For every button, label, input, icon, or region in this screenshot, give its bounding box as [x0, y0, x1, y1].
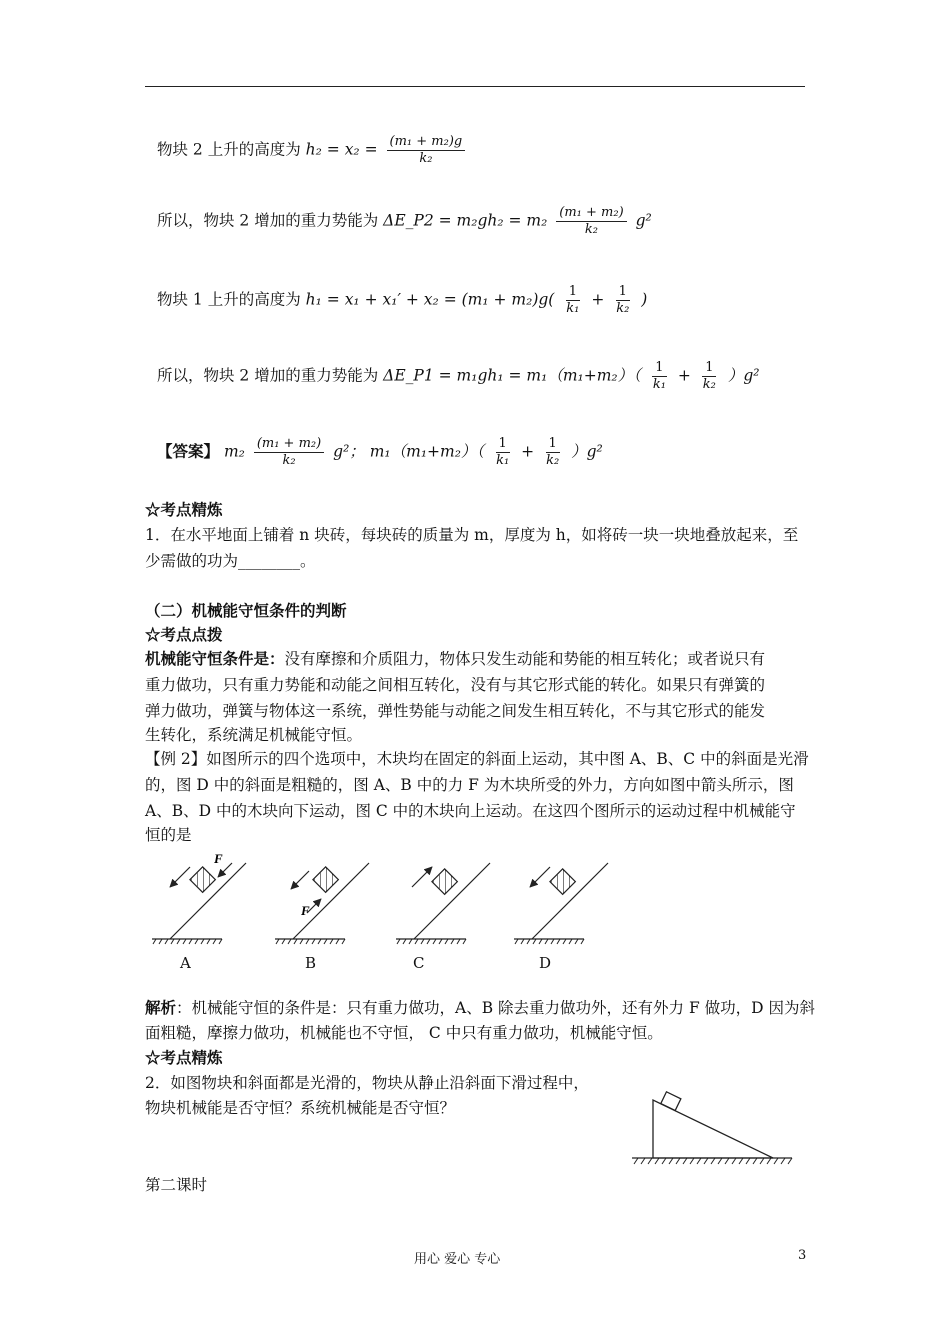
fraction — [650, 360, 669, 393]
force-label: F — [214, 851, 223, 866]
frac-num: (m₁ + m₂)g — [387, 134, 466, 151]
frac-num: (m₁ + m₂) — [254, 436, 324, 453]
section-title: （二）机械能守恒条件的判断 — [145, 601, 347, 620]
condition-line-4: 生转化，系统满足机械能守恒。 — [145, 726, 363, 744]
fraction — [613, 284, 632, 317]
eq-tail: ) — [641, 290, 648, 309]
frac-num: 1 — [566, 284, 580, 301]
analysis-label: 解析 — [145, 998, 177, 1017]
block — [313, 867, 338, 892]
condition-text: 没有摩擦和介质阻力，物体只发生动能和势能的相互转化；或者说只有 — [284, 650, 766, 668]
frac-den: k₂ — [546, 453, 560, 468]
eq-text: 物块 1 上升的高度为 — [157, 290, 301, 309]
frac-den: k₂ — [702, 377, 716, 392]
frac-den: k₂ — [584, 222, 599, 237]
eq-math: h₁ = x₁ + x₁′ + x₂ = (m₁ + m₂)g( — [305, 290, 555, 309]
eq-math: ΔE_P2 = m₂gh₂ = m₂ — [383, 211, 548, 230]
velocity-arrow — [170, 867, 190, 887]
frac-num: 1 — [616, 284, 630, 301]
condition-line-1 — [145, 646, 765, 672]
frac-den: k₂ — [419, 151, 433, 166]
figure-label-d: D — [539, 954, 552, 972]
condition-line-3: 弹力做功，弹簧与物体这一系统，弹性势能与动能之间发生相互转化，不与其它形式的能发 — [145, 702, 766, 720]
section-heading: ☆考点精炼 — [145, 1048, 223, 1067]
frac-den: k₂ — [282, 453, 296, 468]
wedge-figure — [628, 1080, 798, 1170]
eq-tail: ）g² — [727, 366, 760, 385]
velocity-arrow — [291, 871, 309, 889]
example-line-2: 的，图 D 中的斜面是粗糙的，图 A、B 中的力 F 为木块所受的外力，方向如图中箭头所示，图 — [145, 776, 794, 794]
eq-text: 物块 2 上升的高度为 — [157, 140, 301, 159]
figure-label-c: C — [413, 954, 425, 972]
figure-d — [514, 863, 608, 944]
fraction — [543, 436, 562, 469]
lesson-title: 第二课时 — [145, 1176, 208, 1194]
plus-sign: + — [521, 442, 535, 461]
fraction — [556, 205, 626, 238]
header-rule — [145, 86, 805, 87]
eq-text: 所以，物块 2 增加的重力势能为 — [157, 366, 379, 385]
question-1-line-1: 1．在水平地面上铺着 n 块砖，每块砖的质量为 m，厚度为 h，如将砖一块一块地叠放起来，至 — [145, 526, 799, 544]
velocity-arrow — [530, 867, 550, 887]
eq-math: h₂ = x₂ = — [305, 140, 378, 159]
plus-sign: + — [677, 366, 691, 385]
figure-c — [396, 863, 490, 944]
example-line-1: 【例 2】如图所示的四个选项中，木块均在固定的斜面上运动，其中图 A、B、C 中的斜面是光滑 — [145, 750, 809, 768]
small-block — [661, 1092, 681, 1111]
question-2-line-2: 物块机械能是否守恒？系统机械能是否守恒？ — [145, 1099, 456, 1117]
frac-den: k₁ — [566, 301, 580, 316]
page-number: 3 — [798, 1248, 807, 1263]
equation-ep1 — [157, 360, 759, 393]
fraction — [493, 436, 512, 469]
force-label: F — [301, 903, 310, 918]
section-heading: ☆考点精炼 — [145, 500, 223, 519]
frac-num: 1 — [702, 360, 716, 377]
answer-line — [157, 436, 603, 469]
figure-label-b: B — [305, 954, 317, 972]
example-line-3: A、B、D 中的木块向下运动，图 C 中的木块向上运动。在这四个图所示的运动过程中机械能守 — [145, 802, 796, 820]
section-subheading: ☆考点点拨 — [145, 625, 223, 644]
frac-num: (m₁ + m₂) — [556, 205, 626, 222]
eq-math: g²； m₁（m₁+m₂）（ — [333, 442, 485, 461]
velocity-arrow — [412, 867, 432, 887]
figure-b — [275, 863, 369, 944]
figure-label-a: A — [180, 954, 191, 972]
equation-h1 — [157, 284, 647, 317]
frac-den: k₂ — [616, 301, 630, 316]
block — [190, 867, 215, 892]
fraction — [254, 436, 324, 469]
frac-num: 1 — [496, 436, 510, 453]
block — [432, 869, 457, 894]
fraction — [563, 284, 582, 317]
condition-line-2: 重力做功，只有重力势能和动能之间相互转化，没有与其它形式能的转化。如果只有弹簧的 — [145, 676, 766, 694]
frac-num: 1 — [652, 360, 666, 377]
plus-sign: + — [591, 290, 605, 309]
analysis-line-2: 面粗糙，摩擦力做功，机械能也不守恒， C 中只有重力做功，机械能守恒。 — [145, 1024, 663, 1042]
eq-tail: g² — [635, 211, 652, 230]
block — [550, 869, 575, 894]
analysis-text: ：机械能守恒的条件是：只有重力做功，A、B 除去重力做功外，还有外力 F 做功，D 因为斜 — [176, 999, 815, 1017]
fraction — [387, 134, 466, 167]
footer-slogan: 用心 爱心 专心 — [414, 1252, 501, 1267]
answer-label: 【答案】 — [157, 441, 220, 461]
eq-tail: ）g² — [571, 442, 603, 461]
eq-math: ΔE_P1 = m₁gh₁ = m₁（m₁+m₂）（ — [383, 366, 641, 385]
fraction — [700, 360, 719, 393]
condition-label: 机械能守恒条件是： — [145, 649, 285, 668]
figure-a — [152, 851, 246, 944]
frac-num: 1 — [546, 436, 560, 453]
example-line-4: 恒的是 — [145, 826, 192, 844]
analysis-line-1 — [145, 995, 815, 1021]
question-1-line-2: 少需做的功为________。 — [145, 552, 316, 570]
eq-text: 所以，物块 2 增加的重力势能为 — [157, 211, 379, 230]
equation-ep2 — [157, 205, 652, 238]
question-2-line-1: 2．如图物块和斜面都是光滑的，物块从静止沿斜面下滑过程中， — [145, 1074, 589, 1092]
frac-den: k₁ — [652, 377, 666, 392]
frac-den: k₁ — [496, 453, 510, 468]
eq-math: m₂ — [223, 442, 245, 461]
equation-h2 — [157, 134, 469, 167]
